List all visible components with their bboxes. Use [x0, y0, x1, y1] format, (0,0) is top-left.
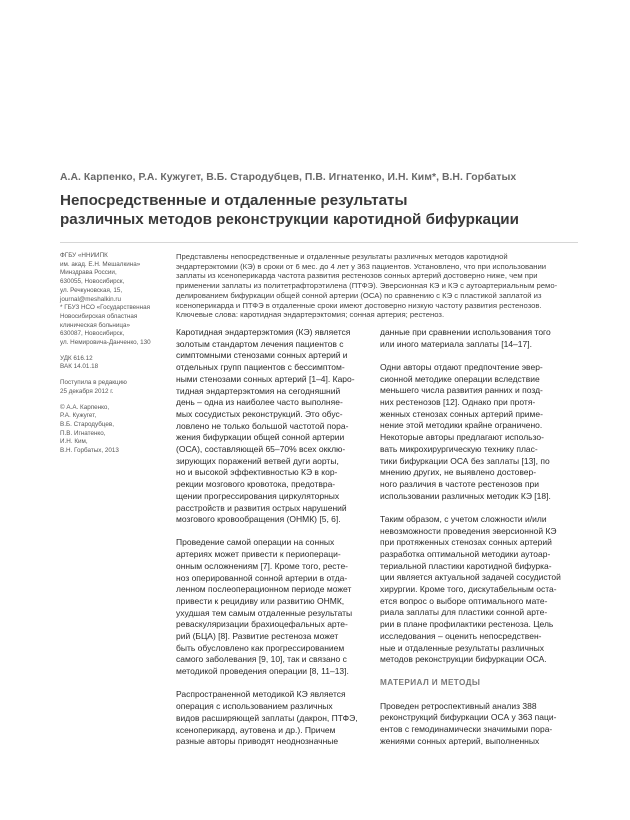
copyright-block: [60, 404, 162, 456]
body-line: отдельных групп пациентов с бессимптом-: [176, 362, 345, 373]
body-line: методов реконструкции бифуркации ОСА.: [380, 654, 547, 665]
body-line: операция с использованием различных: [176, 701, 333, 712]
body-line: ется вопрос о выборе оптимального мате-: [380, 595, 548, 606]
body-line: зирующих поражений ветвей дуги аорты,: [176, 455, 339, 466]
body-line: самого заболевания [9, 10], так и связано с: [176, 654, 347, 665]
body-line: рий (БЦА) [8]. Развитие рестеноза может: [176, 631, 339, 642]
body-line: методикой проведения операции [8, 11–13].: [176, 666, 349, 677]
body-line: рии в плане профилактики рестеноза. Цель: [380, 619, 554, 630]
body-line: онным осложнениям [7]. Кроме того, рестe-: [176, 560, 349, 571]
abstract-line: применении заплаты из политетрафторэтилена (ПТФЭ). Эверсионная КЭ и КЭ с аутоартериальным ремо-: [176, 281, 558, 291]
article-sidebar: [60, 252, 162, 456]
body-line: симптомными стенозами сонных артерий и: [176, 350, 348, 361]
body-line: жениями сонных артерий, выполненных: [380, 735, 540, 746]
paragraph: [380, 362, 580, 502]
body-line: золотым стандартом лечения пациентов с: [176, 338, 344, 349]
affiliation-line: ул. Немировича-Данченко, 130: [60, 339, 151, 347]
keywords-line: Ключевые слова: каротидная эндартерэктомия; сонная артерия; рестеноз.: [176, 310, 445, 320]
body-line: мых сосудистых реконструкций. Это обус-: [176, 408, 343, 419]
body-line: Таким образом, с учетом сложности и/или: [380, 513, 547, 524]
affiliation-block: [60, 252, 162, 348]
body-line: риала заплаты для пластики сонной арте-: [380, 607, 548, 618]
paragraph: [380, 514, 580, 666]
body-line: ными стенозами сонных артерий [1–4]. Каро-: [176, 373, 355, 384]
body-line: мнению других, не выявлено достовер-: [380, 467, 537, 478]
body-line: разные авторы приводят неоднозначные: [176, 736, 339, 747]
udc-block: [60, 355, 162, 372]
affiliation-line: им. акад. Е.Н. Мешалкина»: [60, 260, 141, 268]
body-line: мозгового кровообращения (ОНМК) [5, 6].: [176, 514, 341, 525]
title-line: Непосредственные и отдаленные результаты: [60, 192, 408, 209]
udc-line: УДК 616.12: [60, 354, 93, 362]
body-line: ции является актуальной задачей сосудистой: [380, 572, 561, 583]
body-line: них рестенозов [12]. Однако при протя-: [380, 397, 536, 408]
affiliation-line: Новосибирская областная: [60, 312, 138, 320]
affiliation-line: 630055, Новосибирск,: [60, 278, 125, 286]
body-line: териальной пластики каротидной бифурка-: [380, 560, 552, 571]
abstract: [176, 252, 586, 320]
body-line: разработка оптимальной методики аутоар-: [380, 548, 551, 559]
abstract-line: делированием бифуркации общей сонной артерии (ОСА) по сравнению с КЭ с пластикой заплатой из: [176, 290, 542, 300]
body-line: ентов с гемодинамически значимыми пора-: [380, 724, 553, 735]
authors-line: А.А. Карпенко, Р.А. Кужугет, В.Б. Стародубцев, П.В. Игнатенко, И.Н. Ким*, В.Н. Горбатых: [60, 172, 517, 183]
body-line: реваскуляризации брахиоцефальных арте-: [176, 619, 348, 630]
copyright-line: И.Н. Ким,: [60, 438, 88, 446]
copyright-line: © А.А. Карпенко,: [60, 403, 110, 411]
body-line: исследования – оценить непосредствен-: [380, 630, 542, 641]
body-line: при протяженных стенозах сонных артерий: [380, 537, 552, 548]
body-line: ноз оперированной сонной артерии в отда-: [176, 572, 348, 583]
body-line: привести к рецидиву или развитию ОНМК,: [176, 595, 345, 606]
body-line: меньшего числа развития ранних и позд-: [380, 385, 543, 396]
title-line: различных методов реконструкции каротидной бифуркации: [60, 211, 519, 228]
affiliation-line: Минздрава России,: [60, 269, 117, 277]
body-line: женных стенозах сонных артерий приме-: [380, 408, 543, 419]
copyright-line: В.Н. Горбатых, 2013: [60, 447, 119, 455]
received-line: Поступила в редакцию: [60, 379, 127, 387]
body-line: быть обусловлено как прогрессированием: [176, 642, 345, 653]
body-line: но и высокой эффективностью КЭ в кор-: [176, 467, 338, 478]
affiliation-line: * ГБУЗ НСО «Государственная: [60, 304, 151, 312]
body-line: Распространенной методикой КЭ является: [176, 689, 346, 700]
abstract-line: эндартерэктомии (КЭ) в сроки от 6 мес. до 4 лет у 363 пациентов. Установлено, что при использовании: [176, 261, 547, 271]
body-column-left: [176, 327, 368, 748]
body-line: щении прогрессирования циркуляторных: [176, 490, 340, 501]
body-line: использовании различных методик КЭ [18].: [380, 490, 551, 501]
body-line: ловлено не только большой частотой пора-: [176, 420, 349, 431]
body-line: Некоторые авторы предлагают использо-: [380, 432, 544, 443]
body-line: реконструкций бифуркации ОСА у 363 паци-: [380, 712, 557, 723]
article-title: [60, 191, 580, 229]
body-line: Проведение самой операции на сонных: [176, 537, 335, 548]
body-line: ксеноперикард, аутовена и др.). Причем: [176, 724, 336, 735]
affiliation-line: ФГБУ «ННИИПК: [60, 252, 108, 259]
body-line: Проведен ретроспективный анализ 388: [380, 700, 537, 711]
copyright-line: В.Б. Стародубцев,: [60, 420, 114, 428]
title-divider: [60, 242, 578, 243]
body-line: сионной методике операции вследствие: [380, 373, 540, 384]
affiliation-line: ул. Речкуновская, 15,: [60, 286, 123, 294]
abstract-line: Представлены непосредственные и отдаленные результаты различных методов каротидной: [176, 252, 508, 261]
body-line: ленном послеоперационном периоде может: [176, 584, 352, 595]
abstract-line: заплаты из ксеноперикарда частота развития рестенозов сонных артерий достоверно ниже, чем при: [176, 271, 538, 281]
paragraph: [380, 701, 580, 748]
body-line: Каротидная эндартерэктомия (КЭ) является: [176, 327, 351, 337]
udc-line: ВАК 14.01.18: [60, 363, 99, 371]
paragraph: [176, 537, 368, 677]
received-block: [60, 379, 162, 396]
body-line: день – одна из наиболее часто выполняе-: [176, 397, 343, 408]
body-line: невозможности проведения эверсионной КЭ: [380, 525, 557, 536]
received-line: 25 декабря 2012 г.: [60, 387, 114, 395]
body-line: тидная эндартерэктомия на сегодняшний: [176, 385, 341, 396]
paragraph: [176, 689, 368, 748]
body-line: или иного материала заплаты [14–17].: [380, 338, 532, 349]
copyright-line: П.В. Игнатенко,: [60, 429, 106, 437]
body-line: нение этой методики крайне ограничено.: [380, 420, 543, 431]
body-line: расстройств и развития острых нарушений: [176, 502, 347, 513]
body-line: ные и отдаленные результаты различных: [380, 642, 545, 653]
body-line: ухудшая тем самым отдаленные результаты: [176, 607, 353, 618]
copyright-line: Р.А. Кужугет,: [60, 412, 97, 420]
body-line: вать микрохирургическую технику плас-: [380, 443, 538, 454]
body-line: жения бифуркации общей сонной артерии: [176, 432, 345, 443]
body-line: ного различия в частоте рестенозов при: [380, 478, 539, 489]
affiliation-line: 630087, Новосибирск,: [60, 330, 125, 338]
body-line: (ОСА), составляющей 65–70% всех окклю-: [176, 444, 346, 455]
body-line: рекции мозгового кровотока, предотвра-: [176, 479, 336, 490]
paragraph: [176, 327, 368, 526]
body-line: Одни авторы отдают предпочтение эвер-: [380, 361, 543, 372]
section-heading: МАТЕРИАЛ И МЕТОДЫ: [380, 678, 481, 688]
body-line: хирургии. Кроме того, дискутабельным оста-: [380, 584, 557, 595]
body-line: данные при сравнении использования того: [380, 327, 551, 337]
affiliation-line: клиническая больница»: [60, 321, 131, 329]
affiliation-email[interactable]: journal@meshalkin.ru: [60, 295, 121, 303]
body-column-right: [380, 327, 580, 748]
abstract-line: ксеноперикарда и ПТФЭ в отдаленные сроки имеют достоверно низкую частоту развития рестенозов.: [176, 300, 542, 310]
body-line: видов расширяющей заплаты (дакрон, ПТФЭ,: [176, 712, 358, 723]
paragraph: [380, 327, 580, 350]
body-line: тики бифуркации ОСА без заплаты [13], по: [380, 455, 550, 466]
body-line: артериях может привести к периопераци-: [176, 549, 341, 560]
